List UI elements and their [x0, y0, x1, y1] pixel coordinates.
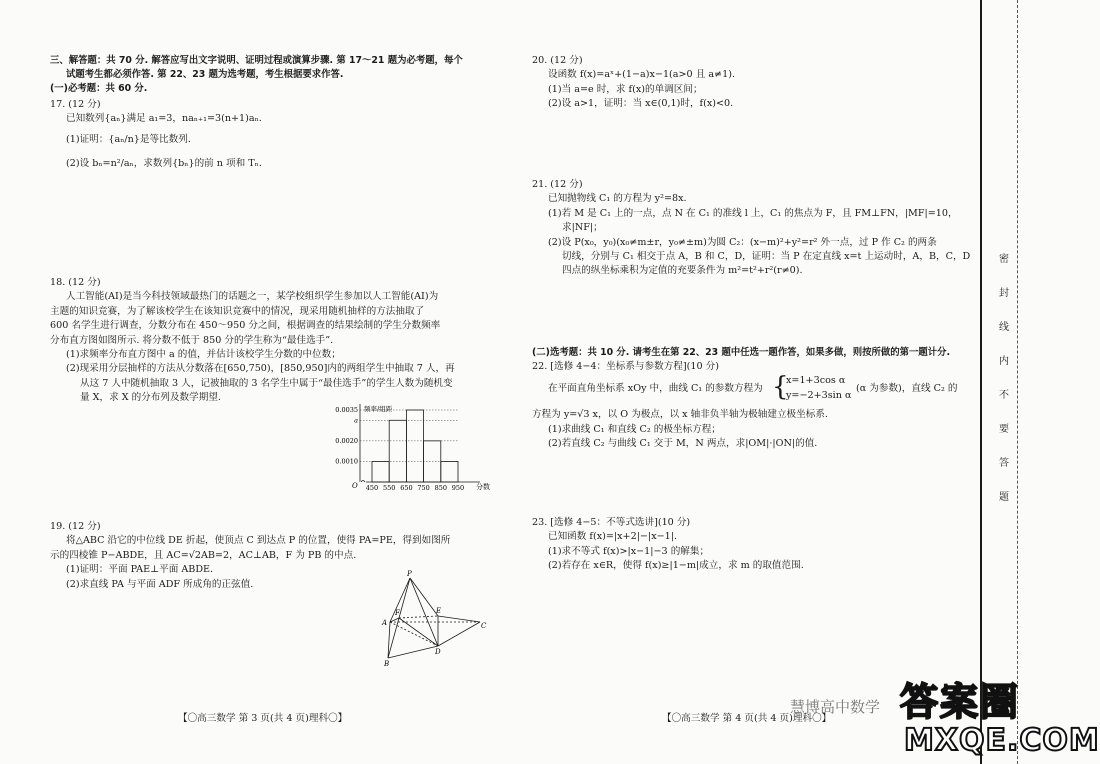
q21-part2-line-2: 四点的纵坐标乘积为定值的充要条件为 m²=t²+r²(r≠0).	[562, 265, 803, 277]
histogram-y-label: 频率/组距	[364, 405, 393, 413]
q17-part2: (2)设 bₙ=n²/aₙ，求数列{bₙ}的前 n 项和 Tₙ.	[66, 158, 262, 170]
binding-char-1: 封	[999, 288, 1009, 299]
q23-part1: (1)求不等式 f(x)>|x−1|−3 的解集；	[548, 545, 710, 557]
q22-stem2: 方程为 y=√3 x，以 O 为极点，以 x 轴非负半轴为极轴建立极坐标系.	[532, 409, 828, 421]
edge-PE	[410, 578, 438, 616]
pyramid-figure	[380, 570, 490, 668]
histogram-x-tick-1: 550	[382, 484, 396, 492]
watermark-source-text: 慧博高中数学	[790, 698, 881, 716]
q18-line-2: 600 名学生进行调查，分数分布在 450～950 分之间，根据调查的结果绘制的学生分数频率	[50, 320, 441, 332]
optional-section	[532, 346, 972, 360]
histogram-x-tick-0: 450	[365, 484, 379, 492]
q20-stem: 设函数 f(x)=aˣ+(1−a)x−1(a>0 且 a≠1).	[548, 69, 735, 81]
histogram-bar-2	[406, 410, 423, 482]
histogram-y-tick-1: a	[354, 416, 358, 425]
q21-part2-line-1: 切线，分别与 C₁ 相交于点 A，B 和 C，D，证明：当 P 在定直线 x=t 上运动时，A，B，C，D	[562, 250, 971, 262]
q23-num: 23. [选修 4−5：不等式选讲](10 分)	[532, 517, 691, 528]
section3-line2: 试题考生都必须作答. 第 22、23 题为选考题，考生根据要求作答.	[66, 69, 344, 81]
section3-instructions	[50, 54, 500, 96]
q22-stem-b: (α 为参数)，直线 C₂ 的	[856, 383, 958, 395]
histogram-bars	[372, 410, 458, 482]
label-P: P	[407, 570, 412, 578]
binding-char-2: 线	[999, 322, 1009, 333]
histogram-x-tick-4: 850	[434, 484, 448, 492]
label-B: B	[384, 660, 390, 668]
q20-num: 20. (12 分)	[532, 55, 583, 66]
label-C: C	[481, 622, 487, 630]
binding-notice	[996, 252, 1012, 524]
question-22	[532, 360, 972, 452]
section3-line1: 三、解答题：共 70 分. 解答应写出文字说明、证明过程或演算步骤. 第 17～21 题为必考题，每个	[50, 55, 463, 66]
histogram-y-tick-2: 0.0020	[335, 436, 358, 445]
optional-header: (二)选考题：共 10 分. 请考生在第 22、23 题中任选一题作答，如果多做，则按所做的第一题计分.	[532, 347, 951, 358]
binding-char-4: 不	[999, 390, 1009, 401]
q17-stem: 已知数列{aₙ}满足 a₁=3，naₙ₊₁=3(n+1)aₙ.	[66, 113, 262, 125]
q19-line-1: 示的四棱锥 P−ABDE，且 AC=√2AB=2，AC⊥AB，F 为 PB 的中点.	[50, 549, 357, 561]
histogram-x-tick-3: 750	[417, 484, 430, 492]
question-20	[532, 54, 972, 112]
q18-line-3: 分布直方图如图所示. 将分数不低于 850 分的学生称为“最佳选手”.	[50, 334, 334, 346]
edge-EC	[438, 616, 480, 622]
edge-AD-hidden	[390, 622, 438, 646]
q18-part2-line-0: (2)现采用分层抽样的方法从分数落在[650,750)，[850,950]内的两组学生中抽取 7 人，再	[66, 363, 455, 375]
q18-part2-line-2: 量 X，求 X 的分布列及数学期望.	[80, 392, 221, 404]
q21-part1-line-0: (1)若 M 是 C₁ 上的一点，点 N 在 C₁ 的准线 l 上，C₁ 的焦点为 F，且 FM⊥FN，|MF|=10，	[548, 207, 958, 219]
binding-char-5: 要	[999, 424, 1009, 435]
q21-stem: 已知抛物线 C₁ 的方程为 y²=8x.	[548, 193, 687, 205]
histogram-bar-1	[389, 420, 406, 482]
label-F: F	[395, 609, 400, 617]
binding-char-0: 密	[999, 254, 1009, 265]
histogram-grid	[360, 410, 458, 461]
q22-stem-row	[532, 374, 972, 404]
q21-num: 21. (12 分)	[532, 179, 583, 190]
histogram-x-ticks	[366, 484, 464, 492]
binding-char-3: 内	[999, 356, 1009, 367]
q18-part2-line-1: 从这 7 人中随机抽取 3 人，记被抽取的 3 名学生中属于“最佳选手”的学生人数为随机变	[80, 377, 453, 389]
q18-part1: (1)求频率分布直方图中 a 的值，并估计该校学生分数的中位数；	[66, 348, 341, 360]
watermark-domain-text: MXQE.COM	[904, 723, 1100, 758]
edge-FE-hidden	[399, 616, 438, 618]
edge-BD	[388, 646, 438, 658]
q18-num: 18. (12 分)	[50, 277, 101, 288]
left-page-footer: 【〇高三数学 第 3 页(共 4 页)理科〇】	[178, 713, 348, 724]
q22-stem-a: 在平面直角坐标系 xOy 中，曲线 C₁ 的参数方程为	[548, 383, 763, 395]
question-21	[532, 178, 972, 279]
label-E: E	[436, 607, 442, 615]
histogram-x-tick-5: 950	[451, 484, 465, 492]
histogram-axes	[360, 404, 480, 482]
watermark-logo-text: 答案圈	[900, 680, 1021, 724]
histogram-bar-0	[372, 461, 389, 482]
q19-part2: (2)求直线 PA 与平面 ADF 所成角的正弦值.	[66, 578, 254, 590]
q22-param-x: x=1+3cos α	[786, 375, 846, 387]
right-page-footer: 【〇高三数学 第 4 页(共 4 页)理科〇】	[662, 713, 832, 724]
q18-line-1: 主题的知识竞赛，为了解该校学生在该知识竞赛中的情况，现采用随机抽样的方法抽取了	[50, 305, 425, 317]
required-header: (一)必考题：共 60 分.	[50, 83, 148, 95]
q22-part2: (2)若直线 C₂ 与曲线 C₁ 交于 M，N 两点，求|OM|·|ON|的值.	[548, 438, 818, 450]
q20-part2: (2)设 a>1，证明：当 x∈(0,1)时，f(x)<0.	[548, 98, 734, 110]
histogram-origin-label: O	[352, 482, 358, 490]
q20-part1: (1)当 a=e 时，求 f(x)的单调区间；	[548, 83, 703, 95]
q22-param-y: y=−2+3sin α	[786, 390, 852, 402]
q21-part2-line-0: (2)设 P(x₀，y₀)(x₀≠m±r，y₀≠±m)为圆 C₂：(x−m)²+y²=r² 外一点，过 P 作 C₂ 的两条	[548, 236, 937, 248]
q18-line-0: 人工智能(AI)是当今科技领域最热门的话题之一，某学校组织学生参加以人工智能(AI)为	[66, 291, 439, 303]
q23-part2: (2)若存在 x∈R，使得 f(x)≥|1−m|成立，求 m 的取值范围.	[548, 560, 804, 572]
q17-num: 17. (12 分)	[50, 99, 101, 110]
q22-part1: (1)求曲线 C₁ 和直线 C₂ 的极坐标方程；	[548, 423, 721, 435]
question-23	[532, 516, 972, 574]
q21-part1-line-1: 求|NF|；	[562, 222, 603, 234]
label-A: A	[382, 619, 388, 627]
question-18	[50, 276, 500, 406]
q17-part1: (1)证明：{aₙ/n}是等比数列.	[66, 133, 191, 145]
q22-brace: {	[772, 372, 789, 403]
histogram-bar-4	[441, 461, 458, 482]
edge-DC	[438, 622, 480, 646]
histogram-x-label: 分数	[476, 483, 490, 491]
q23-stem: 已知函数 f(x)=|x+2|−|x−1|.	[548, 531, 678, 543]
binding-char-7: 题	[999, 492, 1009, 503]
q19-line-0: 将△ABC 沿它的中位线 DE 折起，使顶点 C 到达点 P 的位置，使得 PA=PE，得到如图所	[66, 535, 451, 547]
histogram-y-tick-0: 0.0035	[335, 406, 358, 414]
histogram-y-tick-3: 0.0010	[335, 457, 358, 466]
binding-cut-line	[1017, 0, 1018, 764]
q22-num: 22. [选修 4−4：坐标系与参数方程](10 分)	[532, 361, 719, 372]
histogram-x-tick-2: 650	[400, 484, 413, 492]
frequency-histogram	[330, 400, 500, 498]
watermark	[790, 668, 1100, 758]
q19-part1: (1)证明：平面 PAE⊥平面 ABDE.	[66, 564, 214, 576]
label-D: D	[435, 648, 441, 656]
question-17	[50, 98, 500, 172]
histogram-y-ticks	[335, 406, 358, 465]
q19-num: 19. (12 分)	[50, 521, 101, 532]
binding-char-6: 答	[999, 458, 1009, 469]
